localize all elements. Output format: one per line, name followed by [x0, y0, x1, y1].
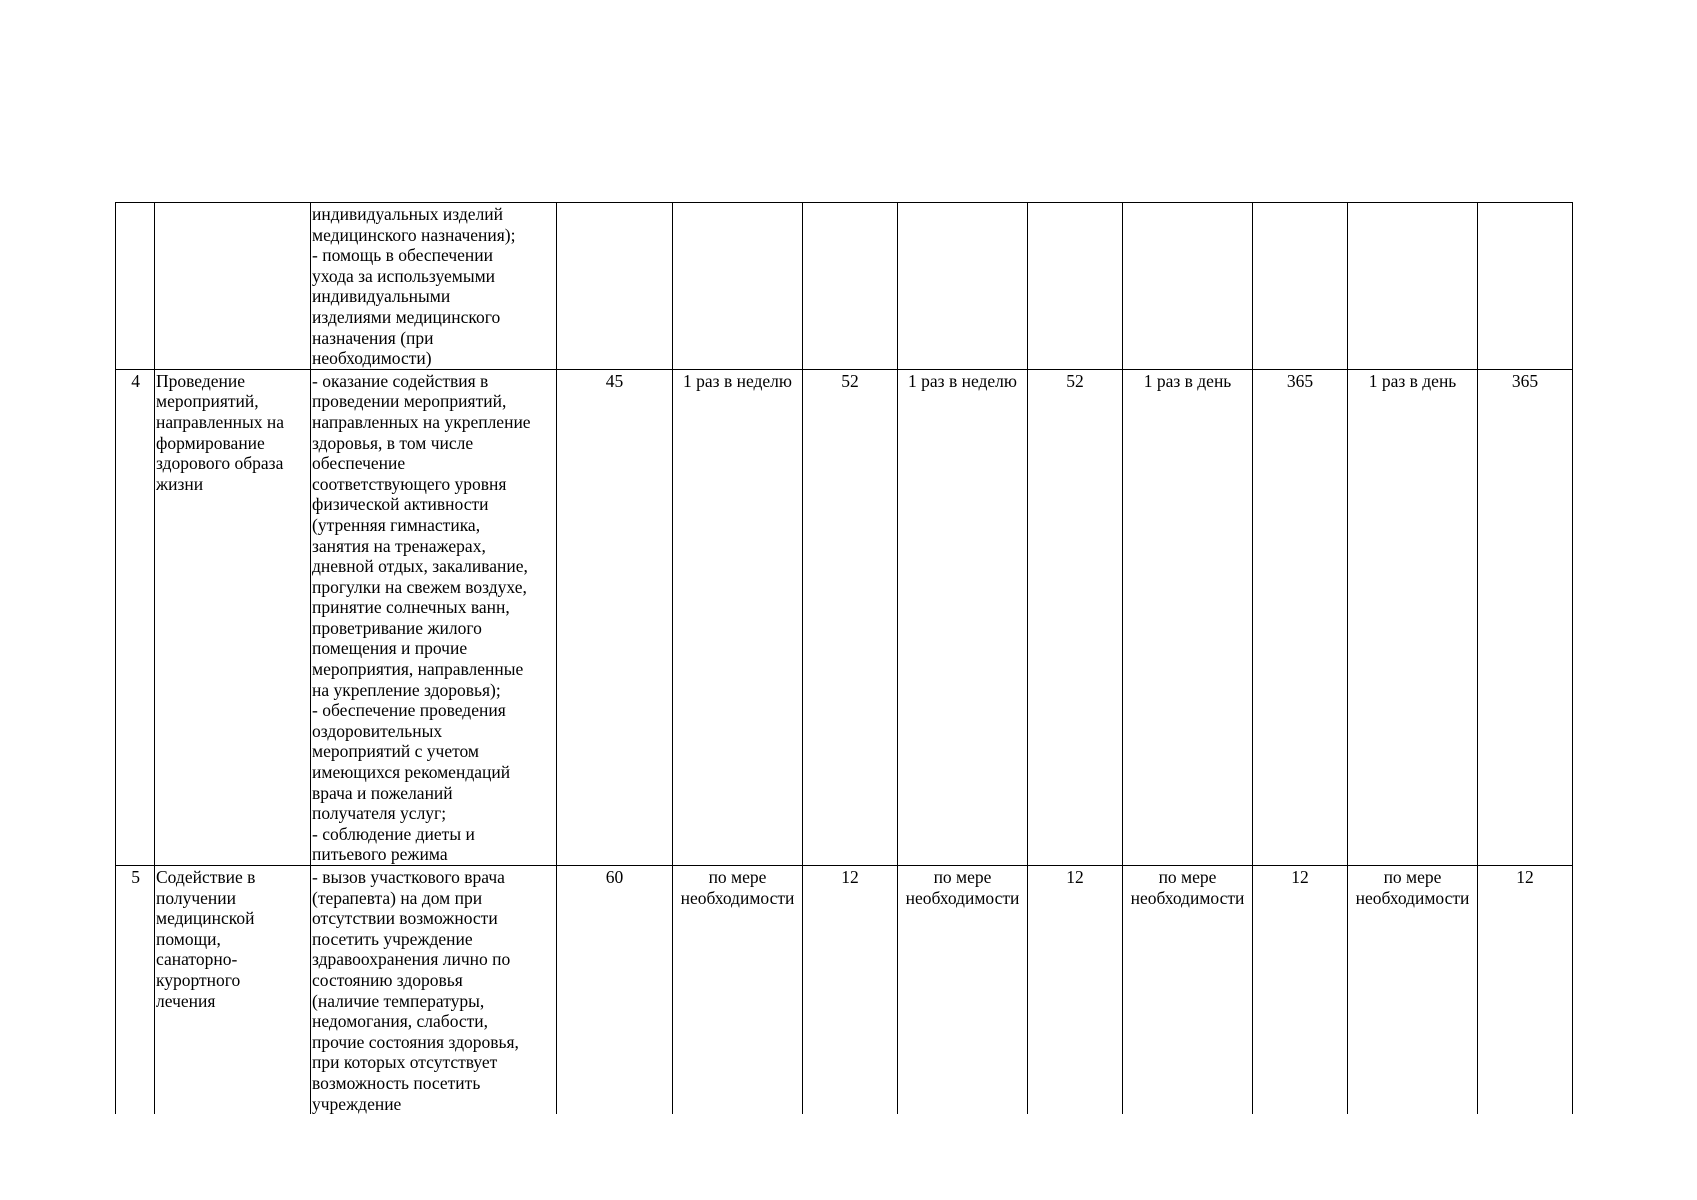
cell-num: 4 — [116, 369, 155, 865]
cell-description: - вызов участкового врача (терапевта) на дом при отсутствии возможности посетить учреждение здравоохранения лично по состоянию здоровья (наличие температуры, недомогания, слабости, прочие состояния здоровья, при которых отсутствует возможность посетить учреждение — [311, 866, 557, 1115]
cell-frequency: 1 раз в неделю — [673, 369, 803, 865]
cell-count: 12 — [1253, 866, 1348, 1115]
cell-num: 5 — [116, 866, 155, 1115]
cell-minutes: 60 — [557, 866, 673, 1115]
cell-frequency: 1 раз в день — [1348, 369, 1478, 865]
cell-frequency: по мере необходимости — [1348, 866, 1478, 1115]
cell-count: 12 — [1478, 866, 1573, 1115]
cell-count: 365 — [1478, 369, 1573, 865]
cell-frequency: по мере необходимости — [898, 866, 1028, 1115]
cell-minutes: 45 — [557, 369, 673, 865]
cell-count: 12 — [803, 866, 898, 1115]
cell-description: индивидуальных изделий медицинского назначения); - помощь в обеспечении ухода за используемыми индивидуальными изделиями медицинского назначения (при необходимости) — [311, 203, 557, 370]
table-row — [116, 866, 1573, 1115]
cell-service: Содействие в получении медицинской помощи, санаторно- курортного лечения — [155, 866, 311, 1115]
cell-service: Проведение мероприятий, направленных на формирование здорового образа жизни — [155, 369, 311, 865]
cell-frequency: 1 раз в день — [1123, 369, 1253, 865]
cell-frequency: по мере необходимости — [673, 866, 803, 1115]
cell-count: 52 — [1028, 369, 1123, 865]
cell-num — [116, 203, 155, 370]
cell-description: - оказание содействия в проведении мероприятий, направленных на укрепление здоровья, в том числе обеспечение соответствующего уровня физической активности (утренняя гимнастика, занятия на тренажерах, дневной отдых, закаливание, прогулки на свежем воздухе, принятие солнечных ванн, проветривание жилого помещения и прочие мероприятия, направленные на укрепление здоровья); - обеспечение проведения оздоровительных мероприятий с учетом имеющихся рекомендаций врача и пожеланий получателя услуг; - соблюдение диеты и питьевого режима — [311, 369, 557, 865]
cell-frequency: 1 раз в неделю — [898, 369, 1028, 865]
cell-count: 52 — [803, 369, 898, 865]
services-table — [115, 202, 1573, 1114]
cell-count: 12 — [1028, 866, 1123, 1115]
table-row-continued — [116, 203, 1573, 370]
cell-service — [155, 203, 311, 370]
cell-frequency: по мере необходимости — [1123, 866, 1253, 1115]
cell-count: 365 — [1253, 369, 1348, 865]
table-row — [116, 369, 1573, 865]
